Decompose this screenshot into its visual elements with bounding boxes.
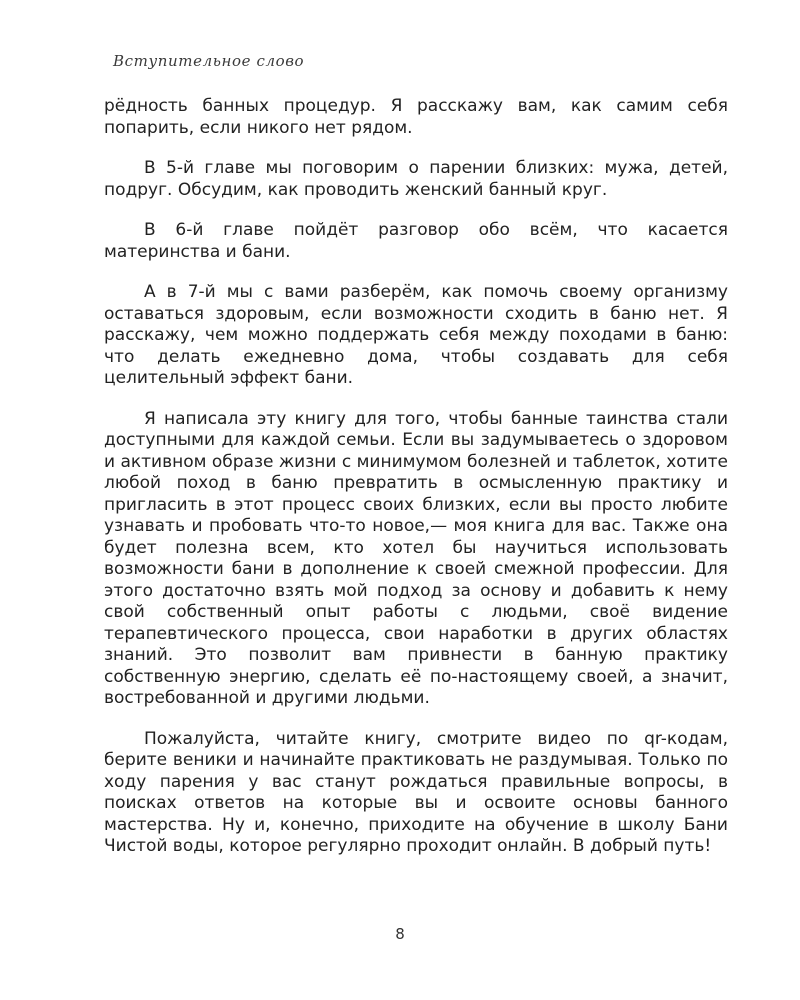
paragraph: А в 7-й мы с вами разберём, как помочь своему организму оставаться здоровым, если возможности сходить в баню нет. Я расскажу, чем можно поддержать себя между походами в баню: что делать ежедневно дома, чтобы создавать для себя целительный эффект бани.	[104, 282, 728, 388]
paragraph: В 5-й главе мы поговорим о парении близких: мужа, детей, подруг. Обсудим, как проводить женский банный круг.	[104, 158, 728, 200]
paragraph: В 6-й главе пойдёт разговор обо всём, что касается материнства и бани.	[104, 220, 728, 262]
paragraph: рёдность банных процедур. Я расскажу вам, как самим себя попарить, если никого нет рядом.	[104, 96, 728, 138]
paragraph: Я написала эту книгу для того, чтобы банные таинства стали доступными для каждой семьи. Если вы задумываетесь о здоровом и активном образе жизни с минимумом болезней и таблеток, хотите любой поход в баню превратить в осмысленную практику и пригласить в этот процесс своих близких, если вы просто любите узнавать и пробовать что-то новое,— моя книга для вас. Также она будет полезна всем, кто хотел бы научиться использовать возможности бани в дополнение к своей смежной профессии. Для этого достаточно взять мой подход за основу и добавить к нему свой собственный опыт работы с людьми, своё видение терапевтического процесса, свои наработки в других областях знаний. Это позволит вам привнести в банную практику собственную энергию, сделать её по-настоящему своей, а значит, востребованной и другими людьми.	[104, 408, 728, 708]
running-header: Вступительное слово	[113, 52, 305, 70]
body-text	[104, 96, 728, 858]
paragraph: Пожалуйста, читайте книгу, смотрите видео по qr-кодам, берите веники и начинайте практиковать не раздумывая. Только по ходу парения у вас станут рождаться правильные вопросы, в поисках ответов на которые вы и освоите основы банного мастерства. Ну и, конечно, приходите на обучение в школу Бани Чистой воды, которое регулярно проходит онлайн. В добрый путь!	[104, 728, 728, 856]
page-number: 8	[395, 925, 405, 943]
